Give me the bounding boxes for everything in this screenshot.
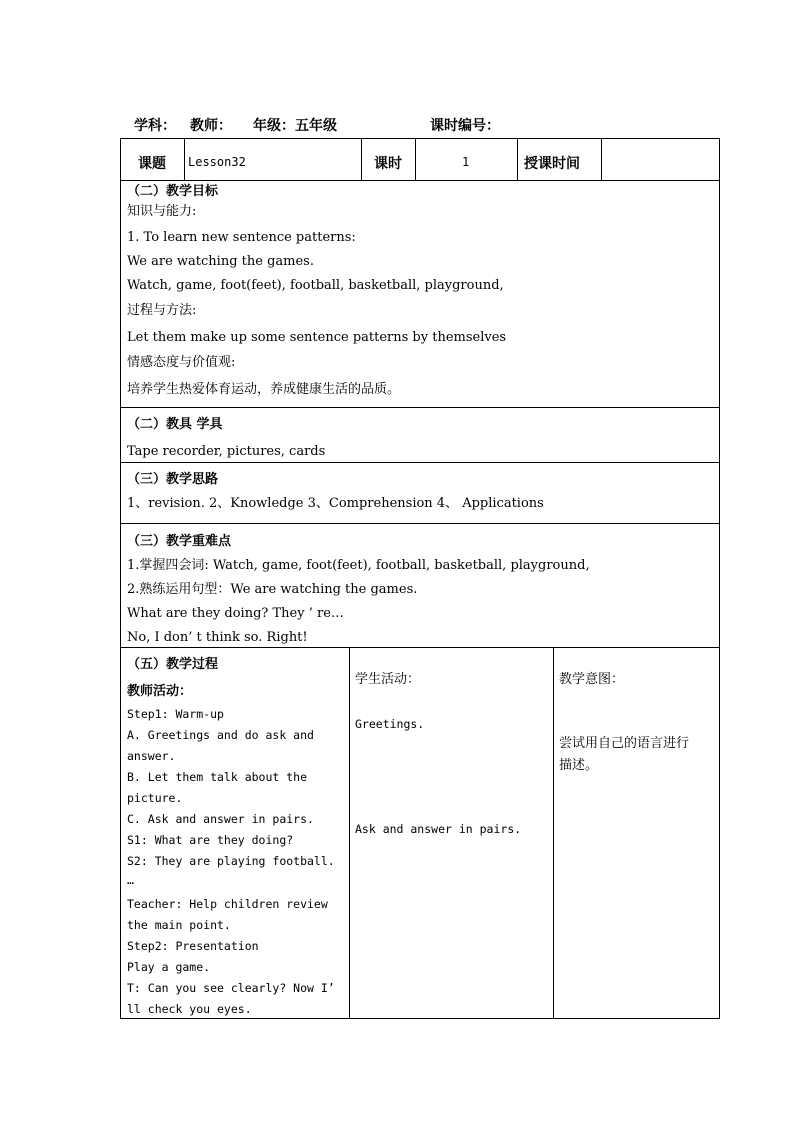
teacher-activity-line: … <box>127 873 134 887</box>
objective-line: 情感态度与价值观: <box>127 355 236 370</box>
objective-line: 过程与方法: <box>127 303 197 318</box>
process-section <box>120 647 720 1019</box>
teacher-activity-line: picture. <box>127 791 183 805</box>
topic-label: 课题 <box>138 156 166 172</box>
teacher-activity-line: T: Can you see clearly? Now I’ <box>127 981 335 995</box>
teacher-label: 教师： <box>190 118 232 134</box>
objective-line: We are watching the games. <box>127 254 314 269</box>
teacher-activity-column <box>121 648 349 1018</box>
teacher-activity-line: ll check you eyes. <box>127 1002 252 1016</box>
objective-line: 培养学生热爱体育运动，养成健康生活的品质。 <box>127 382 401 397</box>
teaching-intent-heading: 教学意图： <box>559 672 625 687</box>
teacher-activity-line: C. Ask and answer in pairs. <box>127 812 314 826</box>
approach-text: 1、revision. 2、Knowledge 3、Comprehension 4、 Applications <box>127 496 544 511</box>
student-activity-heading: 学生活动： <box>355 672 421 687</box>
objective-line: Watch, game, foot(feet), football, basketball, playground, <box>127 278 504 293</box>
teacher-activity-line: S1: What are they doing? <box>127 833 294 847</box>
teacher-activity-line: answer. <box>127 749 176 763</box>
teacher-activity-line: Teacher: Help children review <box>127 897 328 911</box>
teacher-activity-heading: 教师活动： <box>127 684 193 699</box>
teacher-activity-line: A. Greetings and do ask and <box>127 728 314 742</box>
materials-title: （二）教具 学具 <box>127 417 223 432</box>
teacher-activity-line: B. Let them talk about the <box>127 770 308 784</box>
info-row <box>120 138 720 181</box>
keypoint-line: What are they doing? They ’ re… <box>127 606 344 621</box>
student-activity-column <box>349 648 553 1018</box>
header-line <box>0 115 794 135</box>
keypoint-line: No, I don’ t think so. Right! <box>127 630 308 645</box>
class-time-label: 授课时间 <box>524 156 580 172</box>
teaching-intent-line: 描述。 <box>559 758 599 773</box>
subject-label: 学科： <box>134 118 176 134</box>
objectives-section <box>120 180 720 408</box>
grade-label: 年级：五年级 <box>253 118 337 134</box>
teaching-intent-line: 尝试用自己的语言进行 <box>559 736 690 751</box>
materials-text: Tape recorder, pictures, cards <box>127 444 326 459</box>
keypoint-line: 1.掌握四会词: Watch, game, foot(feet), football, basketball, playground, <box>127 558 590 573</box>
period-label: 课时 <box>374 156 402 172</box>
keypoints-title: （三）教学重难点 <box>127 534 232 549</box>
teacher-activity-line: Step2: Presentation <box>127 939 259 953</box>
keypoint-line: 2.熟练运用句型：We are watching the games. <box>127 582 418 597</box>
approach-section <box>120 462 720 524</box>
approach-title: （三）教学思路 <box>127 472 219 487</box>
materials-section <box>120 407 720 463</box>
teacher-activity-line: Step1: Warm-up <box>127 707 224 721</box>
teaching-intent-column <box>553 648 719 1018</box>
topic-value: Lesson32 <box>188 155 246 169</box>
keypoints-section <box>120 523 720 648</box>
student-activity-line: Greetings. <box>355 717 425 731</box>
objective-line: Let them make up some sentence patterns by themselves <box>127 330 507 345</box>
teacher-activity-line: S2: They are playing football. <box>127 854 335 868</box>
objectives-title: （二）教学目标 <box>127 184 219 199</box>
process-title: （五）教学过程 <box>127 657 219 672</box>
lesson-number-label: 课时编号： <box>430 118 500 134</box>
objective-line: 知识与能力: <box>127 204 197 219</box>
teacher-activity-line: the main point. <box>127 918 231 932</box>
objective-line: 1. To learn new sentence patterns: <box>127 230 356 245</box>
teacher-activity-line: Play a game. <box>127 960 211 974</box>
student-activity-line: Ask and answer in pairs. <box>355 822 522 836</box>
period-value: 1 <box>462 155 470 169</box>
